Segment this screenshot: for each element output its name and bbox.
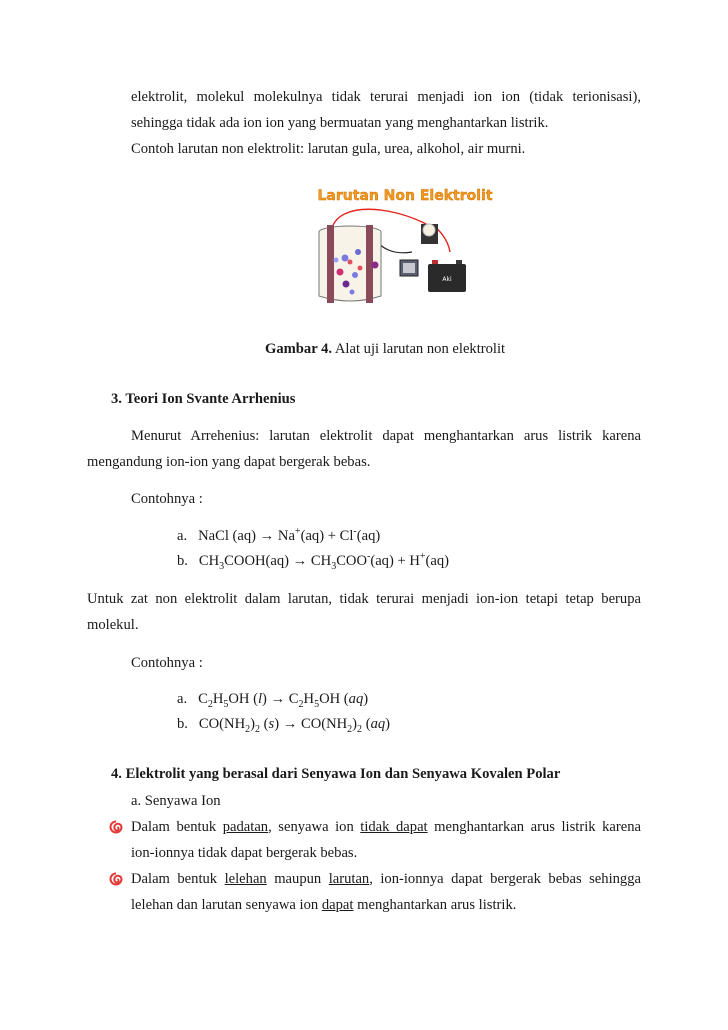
intro-line-3: Contoh larutan non elektrolit: larutan gula, urea, alkohol, air murni. xyxy=(131,141,526,157)
figure-non-electrolyte-apparatus xyxy=(300,180,500,310)
bullet-2-text-pre: Dalam bentuk xyxy=(131,871,225,887)
contoh-label-2: Contohnya : xyxy=(131,655,203,671)
equation-c-label: a. xyxy=(177,691,188,707)
bullet-2-line-2 xyxy=(131,896,516,914)
figure-caption-text: Alat uji larutan non elektrolit xyxy=(332,341,506,357)
bullet-2-line-2-post: menghantarkan arus listrik. xyxy=(353,897,517,913)
battery-terminal-negative xyxy=(456,260,462,264)
underlined-lelehan: lelehan xyxy=(224,871,267,887)
intro-line-1: elektrolit, molekul molekulnya tidak terurai menjadi ion ion (tidak terionisasi), xyxy=(131,89,641,105)
bullet-1-text-mid: , senyawa ion xyxy=(268,819,361,835)
underlined-larutan: larutan xyxy=(328,871,370,887)
bullet-1-text-post: menghantarkan arus listrik karena xyxy=(427,819,641,835)
equation-d: b. $CO(NH_2)_2$ $(s) \to CO(NH_2)_2$ (aq) xyxy=(177,716,391,735)
figure-title: Larutan Non Elektrolit xyxy=(317,188,493,204)
bullet-1-line-2: ion-ionnya tidak dapat bergerak bebas. xyxy=(131,845,358,861)
underlined-dapat: dapat xyxy=(321,897,354,913)
bullet-1-text-pre: Dalam bentuk xyxy=(131,819,223,835)
equation-b: b. $CH_3COOH(aq) \to CH_3COO^-(aq) + H^+(aq)$ xyxy=(177,551,450,572)
intro-line-2: sehingga tidak ada ion ion yang bermuatan yang menghantarkan listrik. xyxy=(131,115,549,131)
equation-a: a. NaCl (aq) → Na+(aq) + Cl-(aq) xyxy=(177,526,381,544)
underlined-tidak-dapat: tidak dapat xyxy=(360,819,428,835)
section-4-heading: 4. Elektrolit yang berasal dari Senyawa Ion dan Senyawa Kovalen Polar xyxy=(111,766,561,782)
equation-d-label: b. xyxy=(177,716,188,732)
contoh-label-1: Contohnya : xyxy=(131,491,203,507)
lamp-bulb-icon xyxy=(423,224,435,236)
bullet-1-line-1 xyxy=(131,818,641,836)
apparatus-illustration xyxy=(300,180,500,310)
battery-terminal-positive xyxy=(432,260,438,264)
wire-left xyxy=(332,209,428,228)
equation-a-label: a. xyxy=(177,528,188,544)
meter-face xyxy=(403,263,415,273)
section-3-paragraph-2-line-2: molekul. xyxy=(87,617,139,633)
bullet-2-text-post: , ion-ionnya dapat bergerak bebas sehingga xyxy=(369,871,641,887)
battery-label: Aki xyxy=(442,276,452,283)
section-3-paragraph-line-2: mengandung ion-ion yang dapat bergerak bebas. xyxy=(87,454,371,470)
swirl-bullet-icon xyxy=(109,872,123,886)
equation-c: a. $C_2H_5OH$ $(l) \to C_2H_5OH$ (aq) xyxy=(177,691,369,710)
equation-b-label: b. xyxy=(177,553,188,569)
bullet-2-text-mid: maupun xyxy=(266,871,329,887)
underlined-padatan: padatan xyxy=(222,819,269,835)
figure-caption xyxy=(265,340,505,358)
figure-caption-label: Gambar 4. xyxy=(265,341,333,357)
electrode-left xyxy=(327,225,334,303)
section-3-heading: 3. Teori Ion Svante Arrhenius xyxy=(111,391,296,407)
swirl-bullet-icon xyxy=(109,820,123,834)
section-4-subheading-a: a. Senyawa Ion xyxy=(131,793,221,809)
bullet-2-line-1 xyxy=(131,870,641,888)
section-3-paragraph-line-1: Menurut Arrehenius: larutan elektrolit dapat menghantarkan arus listrik karena xyxy=(131,428,641,444)
bullet-2-line-2-pre: lelehan dan larutan senyawa ion xyxy=(131,897,322,913)
section-3-paragraph-2-line-1: Untuk zat non elektrolit dalam larutan, tidak terurai menjadi ion-ion tetapi tetap berupa xyxy=(87,591,641,607)
